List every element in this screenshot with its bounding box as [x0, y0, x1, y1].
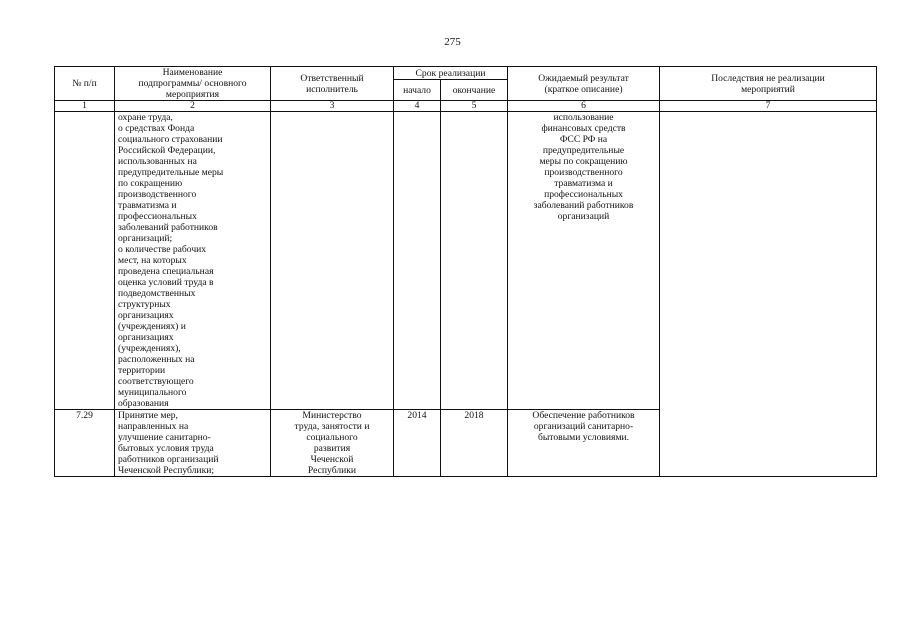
row-num: 7.29 — [55, 410, 115, 477]
row-executor — [271, 112, 394, 410]
row-num — [55, 112, 115, 410]
header-row — [55, 67, 877, 80]
header-period: Срок реализации — [394, 67, 508, 80]
header-consequences: Последствия не реализации мероприятий — [660, 67, 877, 101]
header-name: Наименование подпрограммы/ основного мероприятия — [115, 67, 271, 101]
header-end: окончание — [441, 80, 508, 101]
column-number: 7 — [660, 101, 877, 112]
column-number-row — [55, 101, 877, 112]
row-result: Обеспечение работников организаций санитарно- бытовыми условиями. — [508, 410, 660, 477]
row-consequences — [660, 112, 877, 477]
column-number: 1 — [55, 101, 115, 112]
row-name: охране труда, о средствах Фонда социального страховании Российской Федерации, использованных на предупредительные меры по сокращению производственного травматизма и профессиональных заболеваний работников организаций; о количестве рабочих мест, на которых проведена специальная оценка условий труда в подведомственных структурных организациях (учреждениях) и организациях (учреждениях), расположенных на территории соответствующего муниципального образования — [115, 112, 271, 410]
column-number: 6 — [508, 101, 660, 112]
column-number: 2 — [115, 101, 271, 112]
row-end: 2018 — [441, 410, 508, 477]
row-start: 2014 — [394, 410, 441, 477]
header-result: Ожидаемый результат (краткое описание) — [508, 67, 660, 101]
column-number: 3 — [271, 101, 394, 112]
program-table — [54, 66, 877, 477]
header-num: № п/п — [55, 67, 115, 101]
header-executor: Ответственный исполнитель — [271, 67, 394, 101]
page-number: 275 — [444, 36, 461, 48]
column-number: 4 — [394, 101, 441, 112]
row-name: Принятие мер, направленных на улучшение санитарно- бытовых условия труда работников организаций Чеченской Республики; — [115, 410, 271, 477]
row-result: использование финансовых средств ФСС РФ на предупредительные меры по сокращению производственного травматизма и профессиональных заболеваний работников организаций — [508, 112, 660, 410]
table-row — [55, 112, 877, 410]
header-start: начало — [394, 80, 441, 101]
column-number: 5 — [441, 101, 508, 112]
row-start — [394, 112, 441, 410]
row-executor: Министерство труда, занятости и социального развития Чеченской Республики — [271, 410, 394, 477]
row-end — [441, 112, 508, 410]
